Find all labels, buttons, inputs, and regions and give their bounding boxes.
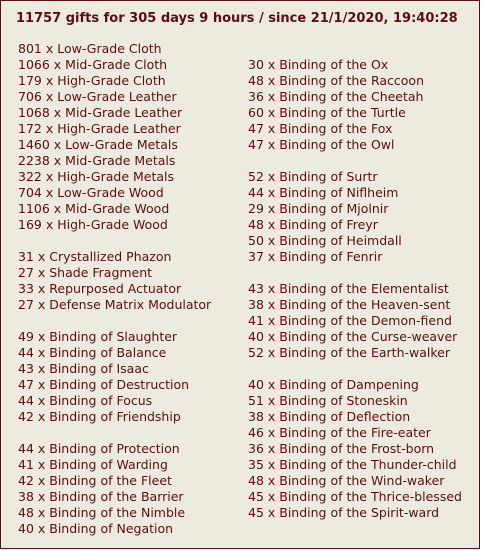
item-row: 38 x Binding of Deflection — [248, 409, 411, 424]
item-row: 169 x High-Grade Wood — [18, 217, 168, 232]
item-row: 38 x Binding of the Heaven-sent — [248, 297, 451, 312]
item-row: 44 x Binding of Balance — [18, 345, 167, 360]
item-row: 2238 x Mid-Grade Metals — [18, 153, 176, 168]
item-row: 31 x Crystallized Phazon — [18, 249, 172, 264]
column-offset-spacer — [248, 41, 462, 57]
item-row: 27 x Shade Fragment — [18, 265, 153, 280]
item-row: 44 x Binding of Protection — [18, 441, 180, 456]
item-row: 44 x Binding of Focus — [18, 393, 153, 408]
item-group — [18, 329, 211, 425]
item-row: 38 x Binding of the Barrier — [18, 489, 184, 504]
item-row: 52 x Binding of Surtr — [248, 169, 378, 184]
item-row: 33 x Repurposed Actuator — [18, 281, 182, 296]
item-row: 36 x Binding of the Cheetah — [248, 89, 424, 104]
item-row: 44 x Binding of Niflheim — [248, 185, 399, 200]
item-row: 49 x Binding of Slaughter — [18, 329, 178, 344]
item-row: 43 x Binding of the Elementalist — [248, 281, 449, 296]
item-row: 51 x Binding of Stoneskin — [248, 393, 408, 408]
item-row: 40 x Binding of Dampening — [248, 377, 419, 392]
item-row: 1068 x Mid-Grade Leather — [18, 105, 183, 120]
item-row: 27 x Defense Matrix Modulator — [18, 297, 212, 312]
item-group — [18, 249, 211, 313]
item-row: 47 x Binding of the Fox — [248, 121, 393, 136]
item-row: 29 x Binding of Mjolnir — [248, 201, 389, 216]
item-row: 704 x Low-Grade Wood — [18, 185, 164, 200]
item-row: 41 x Binding of Warding — [18, 457, 168, 472]
item-row: 179 x High-Grade Cloth — [18, 73, 166, 88]
item-row: 35 x Binding of the Thunder-child — [248, 457, 457, 472]
item-row: 48 x Binding of the Nimble — [18, 505, 186, 520]
group-spacer — [18, 313, 211, 329]
item-row: 52 x Binding of the Earth-walker — [248, 345, 450, 360]
item-row: 42 x Binding of the Fleet — [18, 473, 172, 488]
item-row: 46 x Binding of the Fire-eater — [248, 425, 431, 440]
item-row: 47 x Binding of the Owl — [248, 137, 395, 152]
item-row: 801 x Low-Grade Cloth — [18, 41, 162, 56]
item-group — [248, 57, 462, 153]
item-row: 48 x Binding of the Wind-waker — [248, 473, 445, 488]
item-row: 1106 x Mid-Grade Wood — [18, 201, 170, 216]
item-group — [18, 441, 211, 537]
right-item-column — [248, 41, 462, 521]
item-row: 50 x Binding of Heimdall — [248, 233, 402, 248]
item-row: 706 x Low-Grade Leather — [18, 89, 177, 104]
group-spacer — [18, 425, 211, 441]
item-row: 40 x Binding of the Curse-weaver — [248, 329, 458, 344]
item-group — [18, 41, 211, 233]
item-row: 37 x Binding of Fenrir — [248, 249, 383, 264]
gifts-summary-title: 11757 gifts for 305 days 9 hours / since 21/1/2020, 19:40:28 — [16, 11, 458, 26]
item-row: 172 x High-Grade Leather — [18, 121, 181, 136]
left-item-column — [18, 41, 211, 537]
group-spacer — [248, 153, 462, 169]
group-spacer — [248, 361, 462, 377]
item-row: 42 x Binding of Friendship — [18, 409, 181, 424]
item-row: 43 x Binding of Isaac — [18, 361, 149, 376]
item-row: 1460 x Low-Grade Metals — [18, 137, 178, 152]
item-row: 322 x High-Grade Metals — [18, 169, 175, 184]
item-row: 48 x Binding of the Raccoon — [248, 73, 425, 88]
item-row: 45 x Binding of the Spirit-ward — [248, 505, 440, 520]
item-group — [248, 281, 462, 361]
item-group — [248, 377, 462, 521]
item-row: 48 x Binding of Freyr — [248, 217, 378, 232]
group-spacer — [248, 265, 462, 281]
item-row: 36 x Binding of the Frost-born — [248, 441, 435, 456]
item-row: 45 x Binding of the Thrice-blessed — [248, 489, 462, 504]
item-row: 47 x Binding of Destruction — [18, 377, 190, 392]
item-row: 30 x Binding of the Ox — [248, 57, 389, 72]
item-row: 60 x Binding of the Turtle — [248, 105, 406, 120]
item-row: 41 x Binding of the Demon-fiend — [248, 313, 452, 328]
group-spacer — [18, 233, 211, 249]
item-row: 1066 x Mid-Grade Cloth — [18, 57, 168, 72]
item-group — [248, 169, 462, 265]
item-row: 40 x Binding of Negation — [18, 521, 174, 536]
